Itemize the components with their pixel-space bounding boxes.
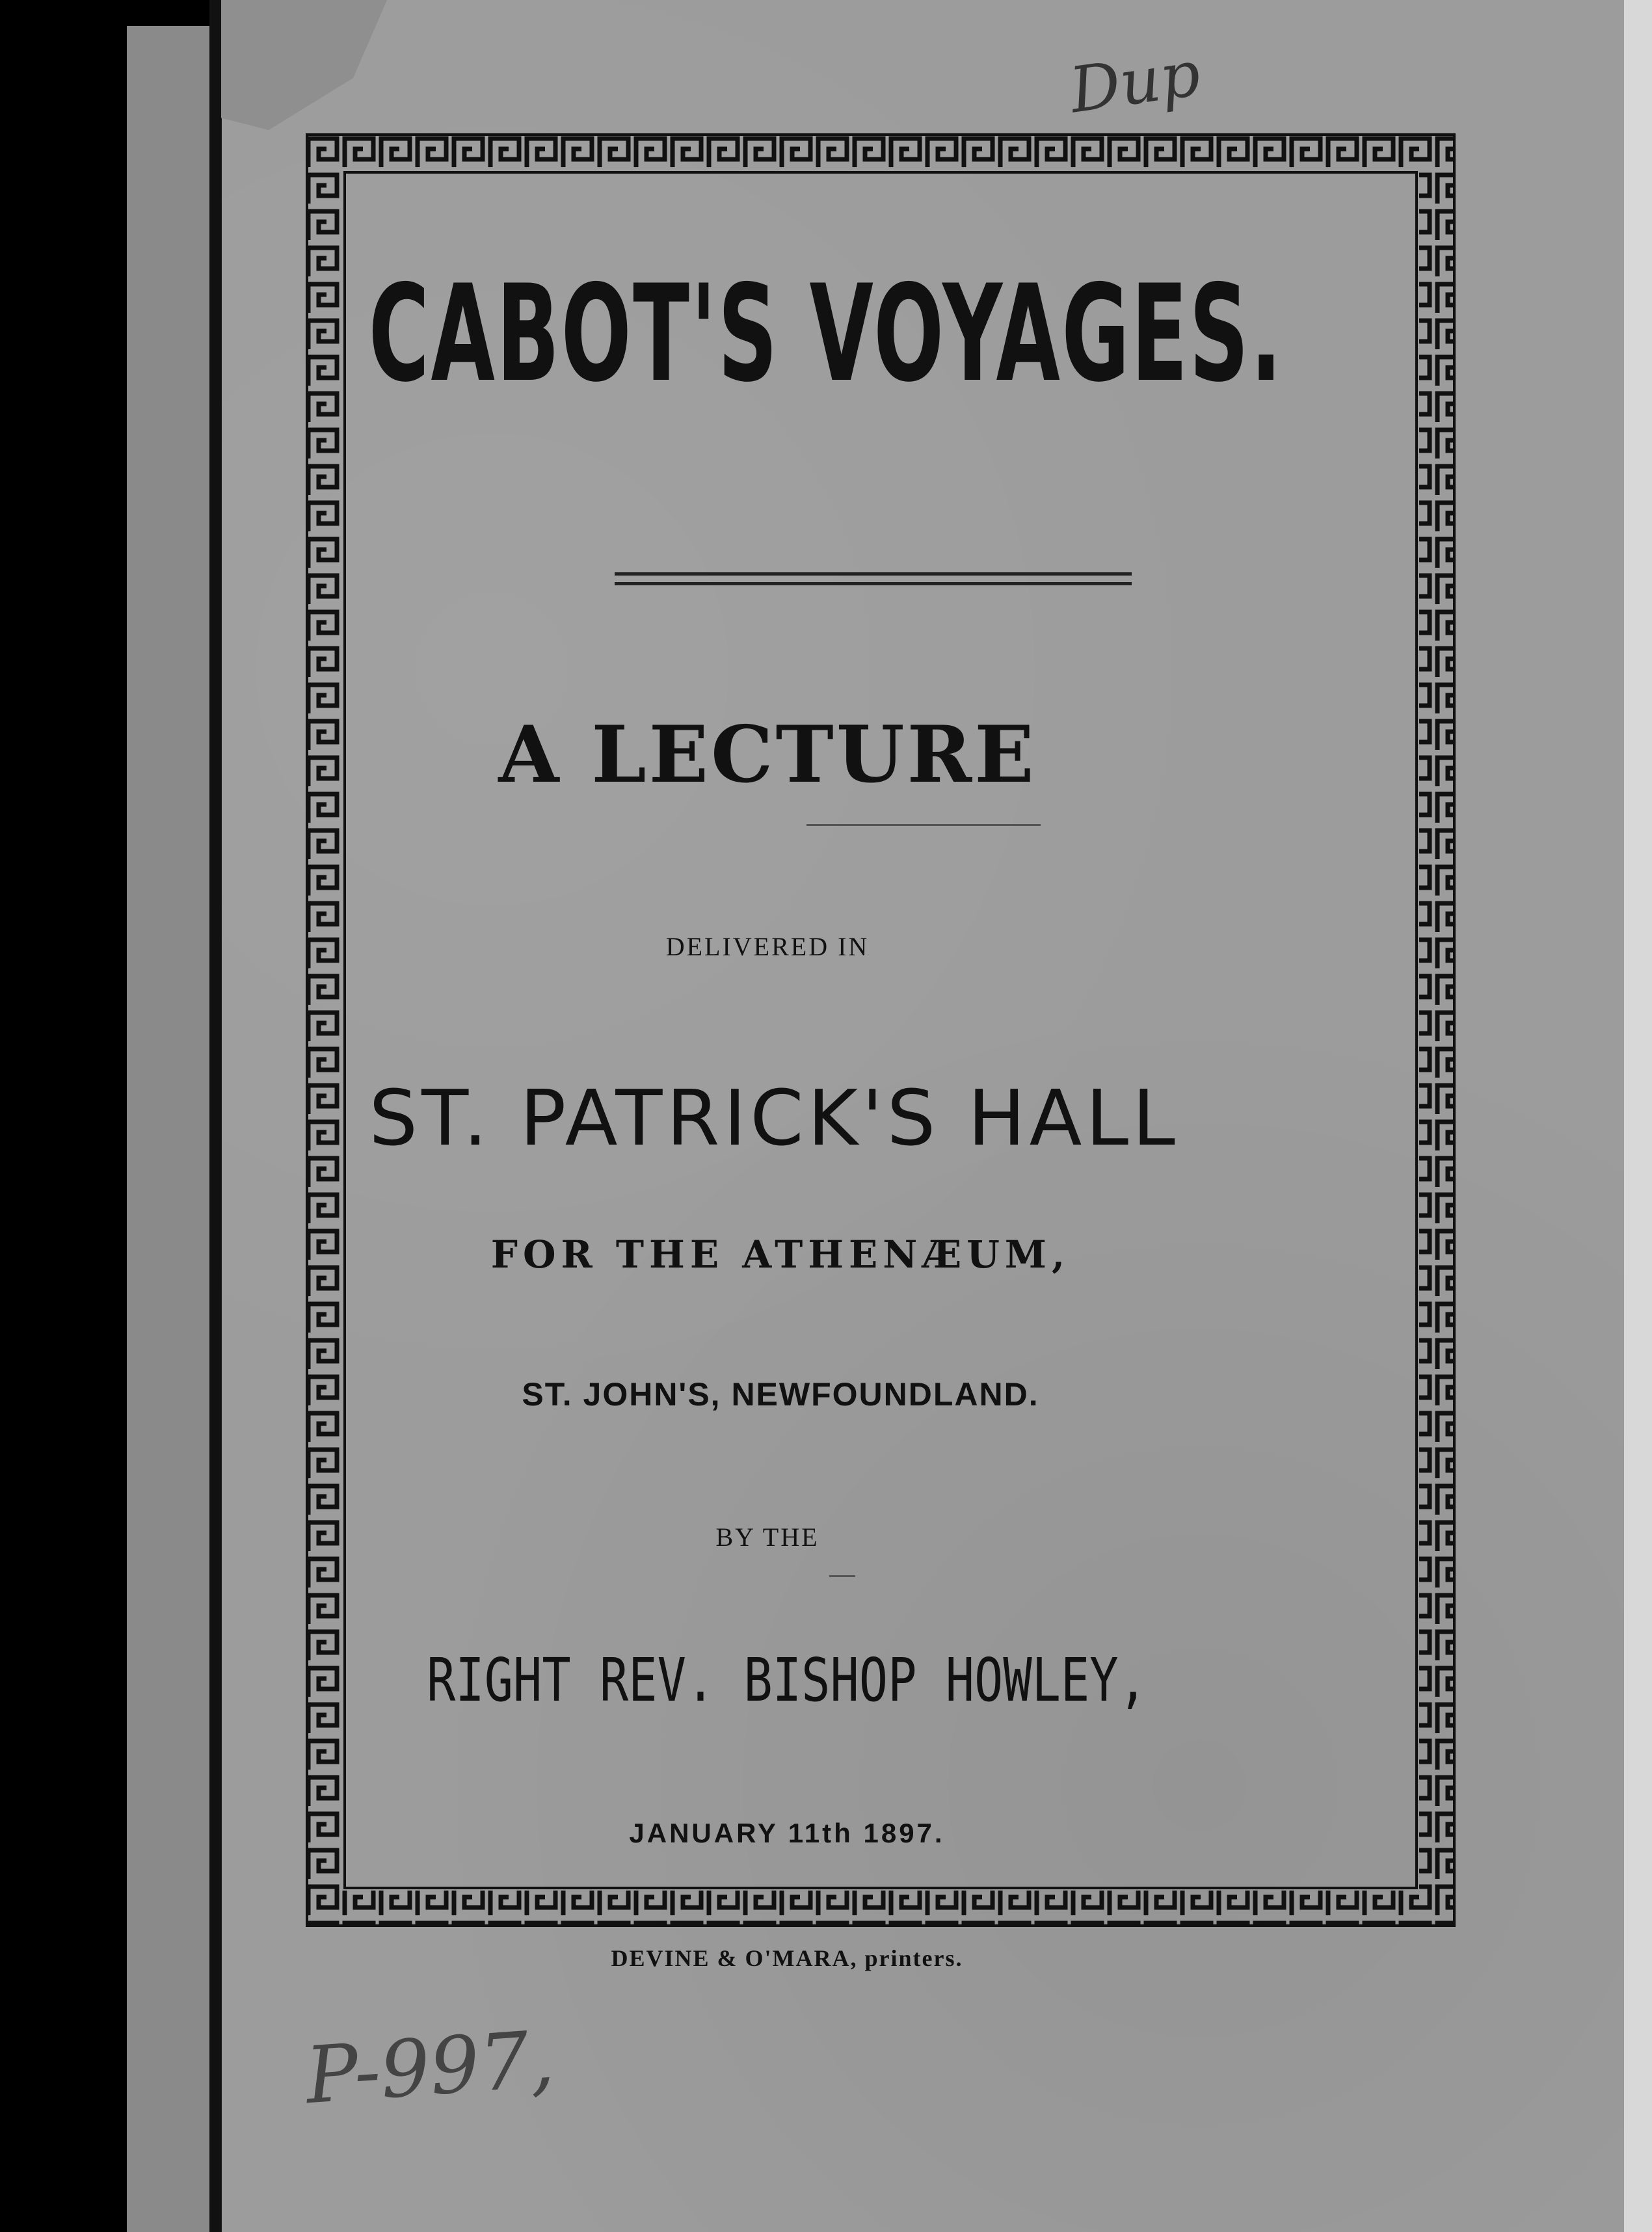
subtitle: A LECTURE — [498, 709, 1037, 801]
author: RIGHT REV. BISHOP HOWLEY, — [427, 1645, 1147, 1715]
right-page-edge — [1624, 0, 1652, 2232]
venue: ST. PATRICK'S HALL — [369, 1073, 1179, 1163]
handwritten-catalog-number: P-997, — [302, 2013, 557, 2122]
by-line: BY THE — [715, 1522, 819, 1552]
date: JANUARY 11th 1897. — [629, 1818, 945, 1848]
delivered-line: DELIVERED IN — [665, 932, 870, 961]
for-line: FOR THE ATHENÆUM, — [490, 1232, 1071, 1277]
handwritten-note-top: Dup — [1065, 36, 1205, 127]
separator-dash — [829, 1575, 855, 1577]
double-rule — [615, 572, 1132, 588]
printers-imprint: DEVINE & O'MARA, printers. — [611, 1945, 963, 1971]
subtitle-underline — [806, 824, 1041, 826]
page-title: CABOT'S VOYAGES. — [368, 257, 1284, 412]
location: ST. JOHN'S, NEWFOUNDLAND. — [522, 1376, 1039, 1413]
